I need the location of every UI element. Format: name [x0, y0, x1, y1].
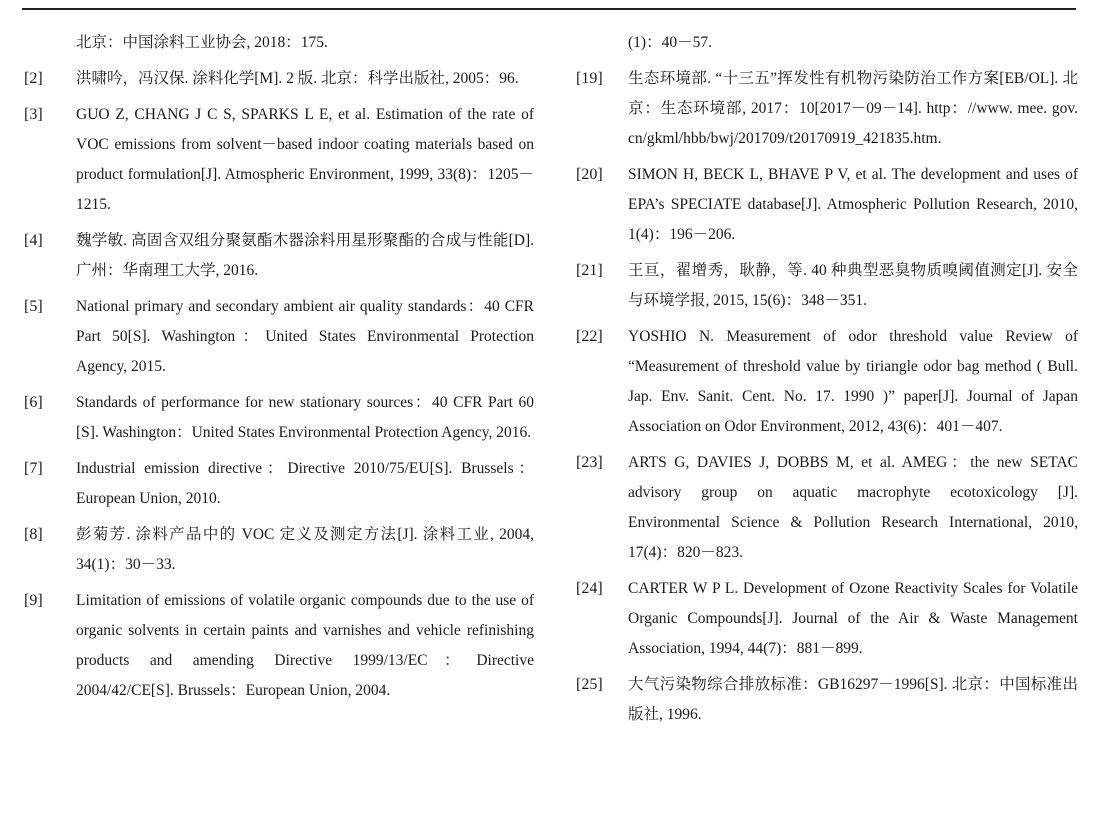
reference-text: YOSHIO N. Measurement of odor threshold value Review of “Measurement of threshold value by tiriangle odor bag method ( Bull. Jap. Env. Sanit. Cent. No. 17. 1990 )” paper[J]. Journal of Japan Association on Odor Environment, 2012, 43(6)：401－407. [628, 328, 1078, 435]
reference-text: Limitation of emissions of volatile organic compounds due to the use of organic solvents in certain paints and varnishes and vehicle refinishing products and amending Directive 1999/13/EC：Directive 2004/42/CE[S]. Brussels：European Union, 2004. [76, 592, 534, 699]
reference-number: [23] [576, 454, 603, 471]
reference-text: (1)：40－57. [628, 34, 712, 51]
reference-entry [24, 586, 534, 706]
reference-number: [19] [576, 70, 603, 87]
reference-text: 北京：中国涂料工业协会, 2018：175. [76, 34, 328, 51]
reference-number: [24] [576, 580, 603, 597]
reference-number: [4] [24, 232, 43, 249]
reference-text: ARTS G, DAVIES J, DOBBS M, et al. AMEG：the new SETAC advisory group on aquatic macrophyte ecotoxicology [J]. Environmental Science & Pollution Research International, 2010, 17(4)：820－823. [628, 454, 1078, 561]
reference-number: [21] [576, 262, 603, 279]
reference-column-right [576, 28, 1078, 736]
reference-entry [24, 292, 534, 382]
top-rule [22, 8, 1076, 10]
reference-text: SIMON H, BECK L, BHAVE P V, et al. The development and uses of EPA’s SPECIATE database[J]. Atmospheric Pollution Research, 2010, 1(4)：196－206. [628, 166, 1078, 243]
reference-entry [24, 520, 534, 580]
reference-number: [7] [24, 460, 43, 477]
reference-number: [9] [24, 592, 43, 609]
reference-entry [24, 64, 534, 94]
reference-entry [576, 64, 1078, 154]
reference-number: [20] [576, 166, 603, 183]
reference-number: [6] [24, 394, 43, 411]
reference-text: Industrial emission directive：Directive 2010/75/EU[S]. Brussels：European Union, 2010. [76, 460, 534, 507]
reference-text: 生态环境部. “十三五”挥发性有机物污染防治工作方案[EB/OL]. 北京：生态环境部, 2017：10[2017－09－14]. http：//www. mee. gov. cn/gkml/hbb/bwj/201709/t20170919_421835.htm. [628, 70, 1078, 147]
reference-number: [2] [24, 70, 43, 87]
reference-entry [576, 160, 1078, 250]
reference-entry [24, 28, 534, 58]
reference-entry [24, 388, 534, 448]
reference-text: GUO Z, CHANG J C S, SPARKS L E, et al. Estimation of the rate of VOC emissions from solvent－based indoor coating materials based on product formulation[J]. Atmospheric Environment, 1999, 33(8)：1205－1215. [76, 106, 534, 213]
reference-entry [576, 448, 1078, 568]
reference-number: [5] [24, 298, 43, 315]
reference-column-left [24, 28, 534, 712]
reference-number: [25] [576, 676, 603, 693]
reference-text: CARTER W P L. Development of Ozone Reactivity Scales for Volatile Organic Compounds[J]. Journal of the Air & Waste Management Association, 1994, 44(7)：881－899. [628, 580, 1078, 657]
reference-entry [24, 454, 534, 514]
reference-text: 王亘，翟增秀，耿静，等. 40 种典型恶臭物质嗅阈值测定[J]. 安全与环境学报, 2015, 15(6)：348－351. [628, 262, 1078, 309]
reference-text: 彭菊芳. 涂料产品中的 VOC 定义及测定方法[J]. 涂料工业, 2004, 34(1)：30－33. [76, 526, 534, 573]
reference-number: [3] [24, 106, 43, 123]
reference-text: 洪啸吟，冯汉保. 涂料化学[M]. 2 版. 北京：科学出版社, 2005：96. [76, 70, 519, 87]
reference-text: 大气污染物综合排放标准：GB16297－1996[S]. 北京：中国标准出版社, 1996. [628, 676, 1078, 723]
reference-number: [22] [576, 328, 603, 345]
reference-entry [576, 322, 1078, 442]
reference-entry [576, 670, 1078, 730]
reference-entry [576, 28, 1078, 58]
reference-entry [576, 574, 1078, 664]
reference-text: National primary and secondary ambient air quality standards：40 CFR Part 50[S]. Washington：United States Environmental Protection Agency, 2015. [76, 298, 534, 375]
reference-entry [24, 100, 534, 220]
reference-text: 魏学敏. 高固含双组分聚氨酯木器涂料用星形聚酯的合成与性能[D]. 广州：华南理工大学, 2016. [76, 232, 534, 279]
reference-entry [576, 256, 1078, 316]
reference-number: [8] [24, 526, 43, 543]
reference-entry [24, 226, 534, 286]
reference-text: Standards of performance for new stationary sources：40 CFR Part 60 [S]. Washington：United States Environmental Protection Agency, 2016. [76, 394, 534, 441]
